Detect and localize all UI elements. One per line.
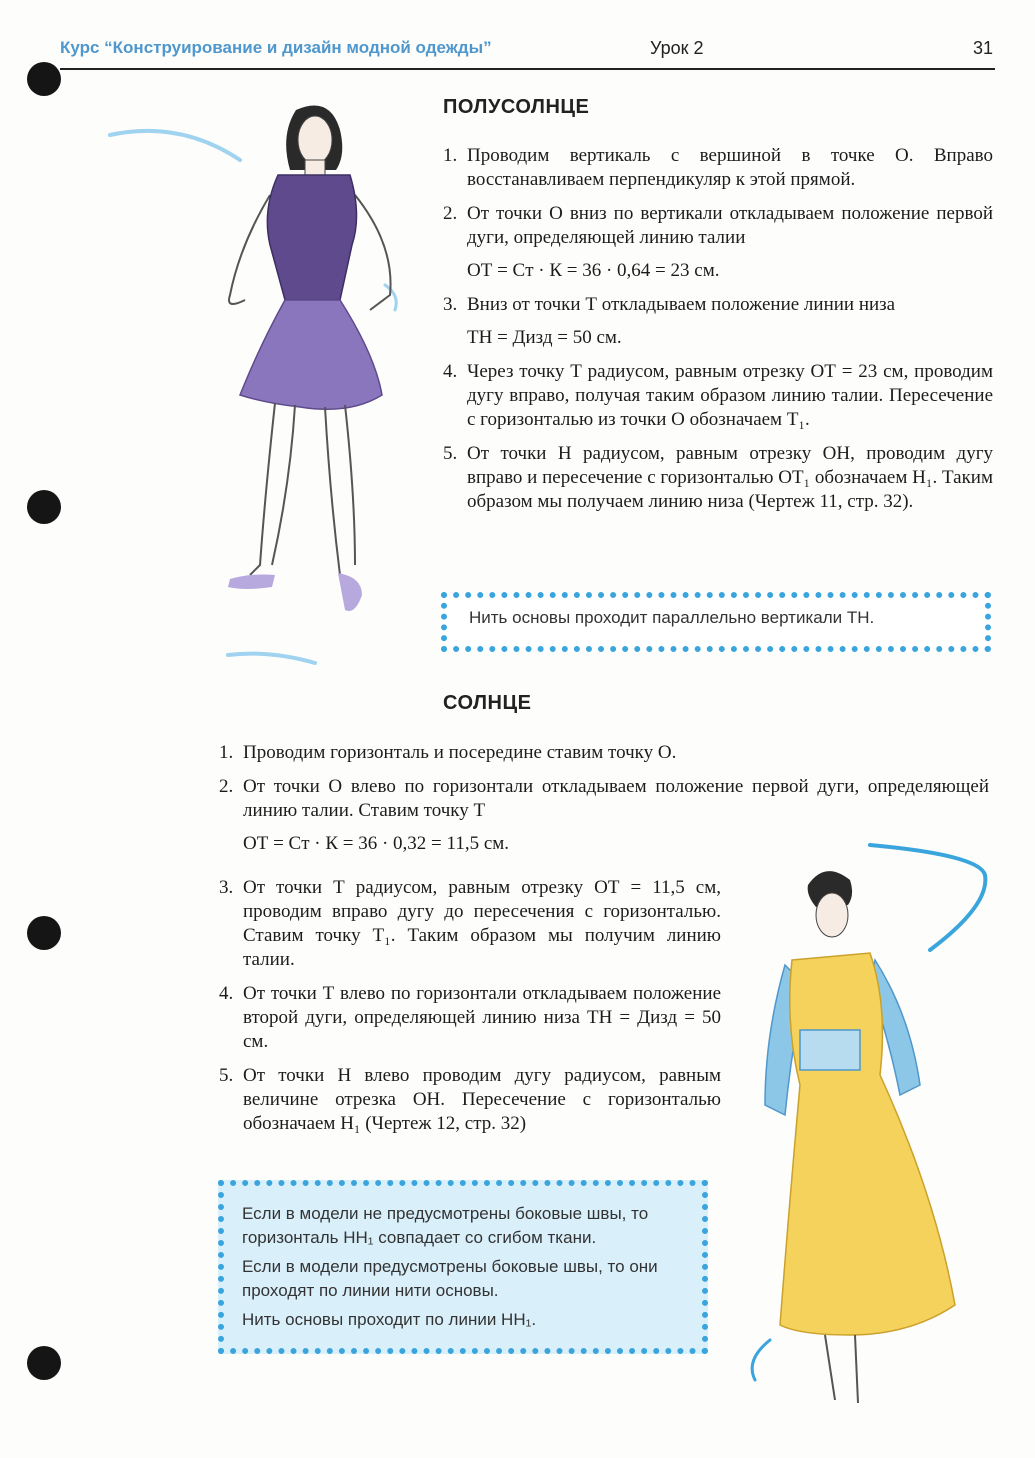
- step-formula: ОТ = Сᴛ · К = 36 · 0,64 = 23 см.: [467, 260, 720, 281]
- step-formula: ТН = Дизд = 50 см.: [467, 327, 622, 348]
- step-number: 1.: [219, 742, 234, 763]
- list-item: [219, 1064, 721, 1136]
- page-number: 31: [972, 38, 993, 58]
- step-number: 1.: [443, 145, 458, 166]
- binder-hole-icon: [27, 62, 61, 96]
- step-number: 4.: [443, 361, 458, 382]
- page-header: [60, 36, 995, 70]
- binder-hole-icon: [27, 1346, 61, 1380]
- note-text: Нить основы проходит параллельно вертикали ТН.: [469, 608, 875, 627]
- list-item: [443, 293, 993, 350]
- course-title: Курс “Конструирование и дизайн модной одежды”: [60, 38, 492, 57]
- list-item: [219, 876, 721, 972]
- fashion-sketch-purple-dress: [100, 95, 430, 695]
- note-text: Если в модели не предусмотрены боковые швы, то горизонталь НН₁ совпадает со сгибом ткани.: [242, 1204, 649, 1247]
- step-number: 3.: [219, 877, 234, 898]
- step-text: Проводим горизонталь и посередине ставим точку О.: [243, 742, 677, 763]
- step-text: От точки О вниз по вертикали откладываем положение первой дуги, определяющей линию талии: [467, 203, 993, 248]
- step-text: От точки Н влево проводим дугу радиусом, равным величине отрезка ОН. Пересечение с горизонталью обозначаем Н₁ (Чертеж 12, стр. 32): [243, 1065, 721, 1134]
- note-text: Нить основы проходит по линии НН₁.: [242, 1310, 537, 1329]
- binder-hole-icon: [27, 916, 61, 950]
- step-text: Вниз от точки Т откладываем положение линии низа: [467, 294, 896, 315]
- lesson-label: Урок 2: [650, 38, 704, 58]
- step-number: 3.: [443, 294, 458, 315]
- note-box-warp-thread: [441, 592, 991, 652]
- step-text: От точки О влево по горизонтали откладываем положение первой дуги, определяющей линию талии. Ставим точку Т: [243, 776, 989, 821]
- step-text: Проводим вертикаль с вершиной в точке О. Вправо восстанавливаем перпендикуляр к этой прямой.: [467, 145, 993, 190]
- step-text: Через точку Т радиусом, равным отрезку ОТ = 23 см, проводим дугу вправо, получая таким образом линию талии. Пересечение с горизонталью из точки О обозначаем Т₁.: [467, 361, 993, 430]
- step-number: 2.: [443, 203, 458, 224]
- list-item: [443, 442, 993, 514]
- step-number: 2.: [219, 776, 234, 797]
- step-number: 5.: [219, 1065, 234, 1086]
- step-text: От точки Т влево по горизонтали откладываем положение второй дуги, определяющей линию низа ТН = Дизд = 50 см.: [243, 983, 721, 1052]
- list-item: [219, 741, 989, 765]
- fashion-sketch-yellow-dress: [730, 835, 1010, 1410]
- step-number: 4.: [219, 983, 234, 1004]
- step-text: От точки Т радиусом, равным отрезку ОТ = 11,5 см, проводим вправо дугу до пересечения с горизонталью. Ставим точку Т₁. Таким образом мы получим линию талии.: [243, 877, 721, 970]
- step-formula: ОТ = Сᴛ · К = 36 · 0,32 = 11,5 см.: [243, 833, 510, 854]
- section-title-half-sun: ПОЛУСОЛНЦЕ: [443, 96, 590, 118]
- note-text: Если в модели предусмотрены боковые швы, то они проходят по линии нити основы.: [242, 1257, 658, 1300]
- list-item: [443, 202, 993, 283]
- list-item: [219, 982, 721, 1054]
- sun-steps-rest: [219, 876, 721, 1146]
- section-title-sun: СОЛНЦЕ: [443, 692, 532, 714]
- half-sun-steps: [443, 144, 993, 524]
- step-number: 5.: [443, 443, 458, 464]
- note-box-side-seams: [218, 1180, 708, 1354]
- binder-hole-icon: [27, 490, 61, 524]
- list-item: [443, 144, 993, 192]
- step-text: От точки Н радиусом, равным отрезку ОН, проводим дугу вправо и пересечение с горизонталью ОТ₁ обозначаем Н₁. Таким образом мы получаем линию низа (Чертеж 11, стр. 32).: [467, 443, 993, 512]
- list-item: [443, 360, 993, 432]
